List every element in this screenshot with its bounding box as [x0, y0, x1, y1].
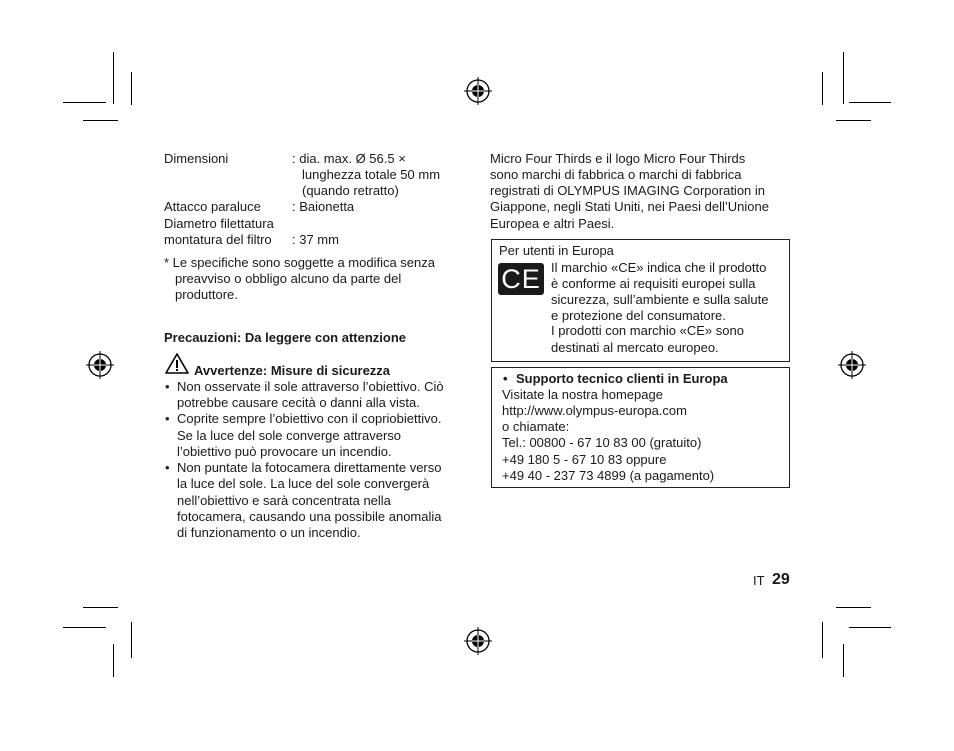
paragraph-line: Micro Four Thirds e il logo Micro Four Thirds — [490, 151, 746, 166]
support-box-line: o chiamate: — [502, 419, 570, 434]
list-item-line: fotocamera, causando una possibile anomalia — [177, 509, 442, 524]
paragraph-line: Giappone, negli Stati Uniti, nei Paesi dell’Unione — [490, 199, 769, 214]
warning-icon — [165, 353, 189, 374]
paragraph-line: registrati di OLYMPUS IMAGING Corporation in — [490, 183, 766, 198]
spec-label-filter: Diametro filettatura — [164, 216, 274, 231]
europe-box-line: I prodotti con marchio «CE» sono — [551, 323, 744, 338]
support-box-line: Visitate la nostra homepage — [502, 387, 663, 402]
page-number: 29 — [772, 571, 790, 588]
list-item: Non puntate la fotocamera direttamente verso — [177, 460, 442, 475]
support-box-title: Supporto tecnico clienti in Europa — [516, 371, 728, 386]
europe-box-line: è conforme ai requisiti europei sulla — [551, 276, 756, 291]
spec-label-dimensions: Dimensioni — [164, 151, 229, 166]
spec-value-dimensions: : dia. max. Ø 56.5 × — [292, 151, 406, 166]
precautions-heading: Precauzioni: Da leggere con attenzione — [164, 330, 406, 345]
list-item-line: di funzionamento o un incendio. — [177, 525, 361, 540]
spec-note: * Le specifiche sono soggette a modifica senza — [164, 255, 436, 270]
list-item-line: Se la luce del sole converge attraverso — [177, 428, 402, 443]
ce-logo-icon: CE — [498, 263, 544, 295]
spec-note-line: preavviso o obbligo alcuno da parte del — [175, 271, 402, 286]
europe-box-title: Per utenti in Europa — [499, 243, 614, 258]
spec-value-filter: : 37 mm — [292, 232, 339, 247]
spec-value-mount: : Baionetta — [292, 199, 355, 214]
support-phone: Tel.: 00800 - 67 10 83 00 (gratuito) — [502, 435, 702, 450]
spec-label-mount: Attacco paraluce — [164, 199, 261, 214]
registration-mark-icon — [464, 77, 492, 105]
paragraph-line: sono marchi di fabbrica o marchi di fabbrica — [490, 167, 742, 182]
list-item-line: potrebbe causare cecità o danni alla vista. — [177, 395, 420, 410]
list-item-line: nell’obiettivo e sarà concentrata nella — [177, 493, 391, 508]
spec-note-line: produttore. — [175, 287, 238, 302]
spec-label-filter-line: montatura del filtro — [164, 232, 272, 247]
list-item: Coprite sempre l’obiettivo con il copriobiettivo. — [177, 411, 442, 426]
list-item-line: la luce del sole. La luce del sole convergerà — [177, 476, 430, 491]
europe-box-line: e protezione del consumatore. — [551, 308, 726, 323]
registration-mark-icon — [464, 627, 492, 655]
registration-mark-icon — [86, 351, 114, 379]
europe-box-line: destinati al mercato europeo. — [551, 340, 719, 355]
spec-value-dimensions-line: (quando retratto) — [302, 183, 399, 198]
registration-mark-icon — [838, 351, 866, 379]
europe-box-line: sicurezza, sull’ambiente e sulla salute — [551, 292, 769, 307]
list-item-line: l’obiettivo può provocare un incendio. — [177, 444, 392, 459]
support-url-link[interactable]: http://www.olympus-europa.com — [502, 403, 687, 418]
warning-title: Avvertenze: Misure di sicurezza — [194, 363, 391, 378]
europe-box-line: Il marchio «CE» indica che il prodotto — [551, 260, 767, 275]
list-item: Non osservate il sole attraverso l’obiettivo. Ciò — [177, 379, 444, 394]
support-phone: +49 180 5 - 67 10 83 oppure — [502, 452, 667, 467]
support-phone: +49 40 - 237 73 4899 (a pagamento) — [502, 468, 715, 483]
paragraph-line: Europea e altri Paesi. — [490, 216, 615, 231]
language-code: IT — [753, 573, 765, 588]
spec-value-dimensions-line: lunghezza totale 50 mm — [302, 167, 441, 182]
